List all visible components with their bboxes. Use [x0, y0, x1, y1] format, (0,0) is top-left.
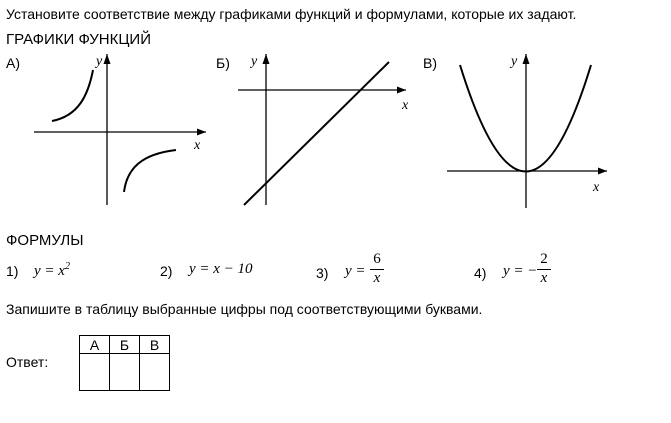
graph-label-v: В)	[423, 55, 437, 71]
formula-4-number: 4)	[474, 265, 487, 281]
formula-3-denominator: x	[370, 269, 384, 287]
formula-1-exponent: 2	[64, 261, 70, 272]
x-axis-arrow	[197, 129, 206, 136]
formula-4-lhs: y = −	[503, 263, 538, 279]
x-axis-label: x	[593, 180, 600, 195]
y-axis-arrow	[523, 54, 530, 64]
y-axis-label: y	[96, 54, 103, 69]
answer-cell-a[interactable]	[80, 354, 110, 391]
answer-cell-b[interactable]	[110, 354, 140, 391]
answer-header-b: Б	[110, 336, 140, 354]
answer-header-a: А	[80, 336, 110, 354]
formula-3-numerator: 6	[373, 251, 381, 267]
answer-table-input-row	[80, 354, 170, 391]
formula-4-denominator: x	[537, 269, 551, 287]
formulas-heading: ФОРМУЛЫ	[6, 232, 84, 249]
answer-table-header-row	[80, 336, 170, 354]
x-axis-arrow	[598, 168, 607, 175]
formula-1	[34, 261, 70, 280]
graphs-heading: ГРАФИКИ ФУНКЦИЙ	[6, 31, 151, 48]
graph-b	[234, 50, 414, 210]
y-axis-arrow	[263, 54, 270, 64]
y-axis-arrow	[104, 54, 111, 64]
formula-3-fraction	[370, 251, 384, 287]
curve-lower-right	[124, 150, 176, 192]
x-axis-arrow	[397, 87, 406, 94]
formula-4-fraction	[537, 251, 551, 287]
answer-header-v: В	[140, 336, 170, 354]
answer-table	[79, 335, 170, 391]
task-text: Установите соответствие между графиками функций и формулами, которые их задают.	[6, 6, 577, 22]
answer-cell-v[interactable]	[140, 354, 170, 391]
y-axis-label: y	[511, 54, 518, 69]
graph-a	[30, 50, 210, 210]
answer-label: Ответ:	[6, 354, 49, 370]
formula-2-number: 2)	[160, 263, 173, 279]
instruction-text: Запишите в таблицу выбранные цифры под соответствующими буквами.	[6, 301, 483, 317]
formula-3-lhs: y =	[345, 263, 366, 279]
curve-upper-left	[52, 70, 93, 121]
formula-3-number: 3)	[316, 265, 329, 281]
x-axis-label: x	[194, 138, 201, 153]
formula-2-expr: y = x − 10	[189, 261, 253, 277]
graph-v	[445, 50, 625, 210]
formula-1-number: 1)	[6, 263, 19, 279]
graph-label-b: Б)	[216, 55, 230, 71]
formula-1-expr: y = x	[34, 263, 65, 279]
graph-label-a: А)	[6, 55, 20, 71]
formula-4-numerator: 2	[540, 251, 548, 267]
x-axis-label: x	[402, 98, 409, 113]
y-axis-label: y	[251, 54, 258, 69]
